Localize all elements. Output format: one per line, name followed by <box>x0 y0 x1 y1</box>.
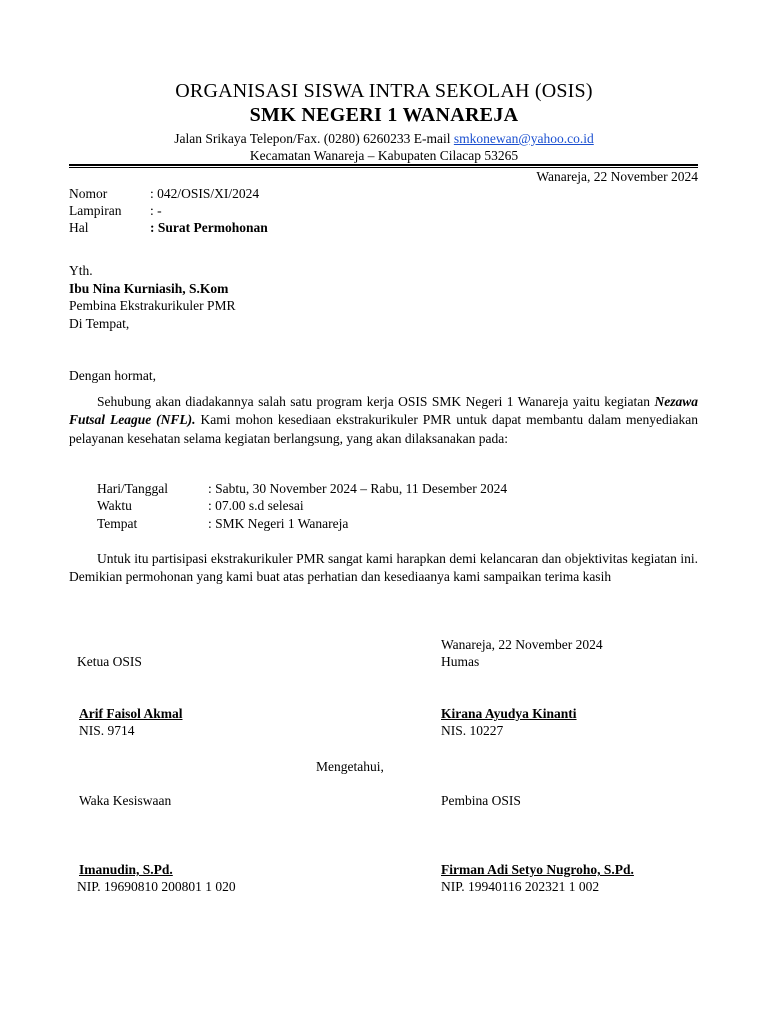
right-signer-id: NIS. 10227 <box>441 723 504 738</box>
school-name: SMK NEGERI 1 WANAREJA <box>249 104 519 126</box>
detail-label: Waktu <box>97 498 132 513</box>
email-link[interactable]: smkonewan@yahoo.co.id <box>453 131 594 146</box>
header-divider-thick <box>69 164 698 166</box>
address-line-1 <box>0 131 768 147</box>
paragraph-2-text: Untuk itu partisipasi ekstrakurikuler PMR sangat kami harapkan demi kelancaran dan objektivitas kegiatan ini. Demikian permohonan yang kami buat atas perhatian dan kesediaanya kami sampaikan terima kasih <box>69 551 698 585</box>
detail-value: : Sabtu, 30 November 2024 – Rabu, 11 Desember 2024 <box>208 481 508 496</box>
lampiran-value: : - <box>150 203 162 218</box>
paragraph-2 <box>69 550 698 587</box>
header-divider-thin <box>69 167 698 168</box>
right-signer-name: Kirana Ayudya Kinanti <box>441 706 577 721</box>
recipient-place: Di Tempat, <box>69 316 130 331</box>
nomor-value: : 042/OSIS/XI/2024 <box>150 186 260 201</box>
meta-nomor <box>69 186 259 202</box>
recipient-position: Pembina Ekstrakurikuler PMR <box>69 298 236 313</box>
left-signer-role: Ketua OSIS <box>77 654 142 669</box>
meta-lampiran <box>69 203 162 219</box>
recipient-yth: Yth. <box>69 263 93 278</box>
bottom-left-signer-role: Waka Kesiswaan <box>79 793 172 808</box>
detail-row <box>97 481 507 497</box>
detail-label: Hari/Tanggal <box>97 481 169 496</box>
acknowledged-label: Mengetahui, <box>316 759 384 774</box>
organization-title: ORGANISASI SISWA INTRA SEKOLAH (OSIS) <box>175 80 593 102</box>
meta-hal <box>69 220 268 236</box>
nomor-label: Nomor <box>69 186 108 201</box>
hal-label: Hal <box>69 220 89 235</box>
paragraph-1-start: Sehubung akan diadakannya salah satu program kerja OSIS SMK Negeri 1 Wanareja yaitu kegiatan <box>97 394 655 409</box>
right-signer-role: Humas <box>441 654 480 669</box>
recipient-name: Ibu Nina Kurniasih, S.Kom <box>69 281 229 296</box>
signature-date: Wanareja, 22 November 2024 <box>441 637 603 652</box>
bottom-left-signer-id: NIP. 19690810 200801 1 020 <box>77 879 236 894</box>
letter-date: Wanareja, 22 November 2024 <box>536 169 698 184</box>
detail-value: : 07.00 s.d selesai <box>208 498 304 513</box>
bottom-right-signer-role: Pembina OSIS <box>441 793 521 808</box>
left-signer-id: NIS. 9714 <box>79 723 135 738</box>
bottom-left-signer-name: Imanudin, S.Pd. <box>79 862 173 877</box>
detail-value: : SMK Negeri 1 Wanareja <box>208 516 349 531</box>
detail-label: Tempat <box>97 516 138 531</box>
hal-value: : Surat Permohonan <box>150 220 268 235</box>
detail-row <box>97 498 304 514</box>
lampiran-label: Lampiran <box>69 203 122 218</box>
address-text: Jalan Srikaya Telepon/Fax. (0280) 6260233 E-mail <box>174 131 454 146</box>
bottom-right-signer-name: Firman Adi Setyo Nugroho, S.Pd. <box>441 862 634 877</box>
greeting: Dengan hormat, <box>69 368 156 383</box>
left-signer-name: Arif Faisol Akmal <box>79 706 183 721</box>
detail-row <box>97 516 348 532</box>
bottom-right-signer-id: NIP. 19940116 202321 1 002 <box>441 879 600 894</box>
paragraph-1-end: Kami mohon kesediaan ekstrakurikuler PMR untuk dapat membantu dalam menyediakan pelayanan kesehatan selama kegiatan berlangsung, yang akan dilaksanakan pada: <box>69 412 698 446</box>
address-line-2: Kecamatan Wanareja – Kabupaten Cilacap 53265 <box>249 148 519 163</box>
paragraph-1 <box>69 393 698 448</box>
event-name: Nezawa Futsal League (NFL). <box>69 394 698 428</box>
